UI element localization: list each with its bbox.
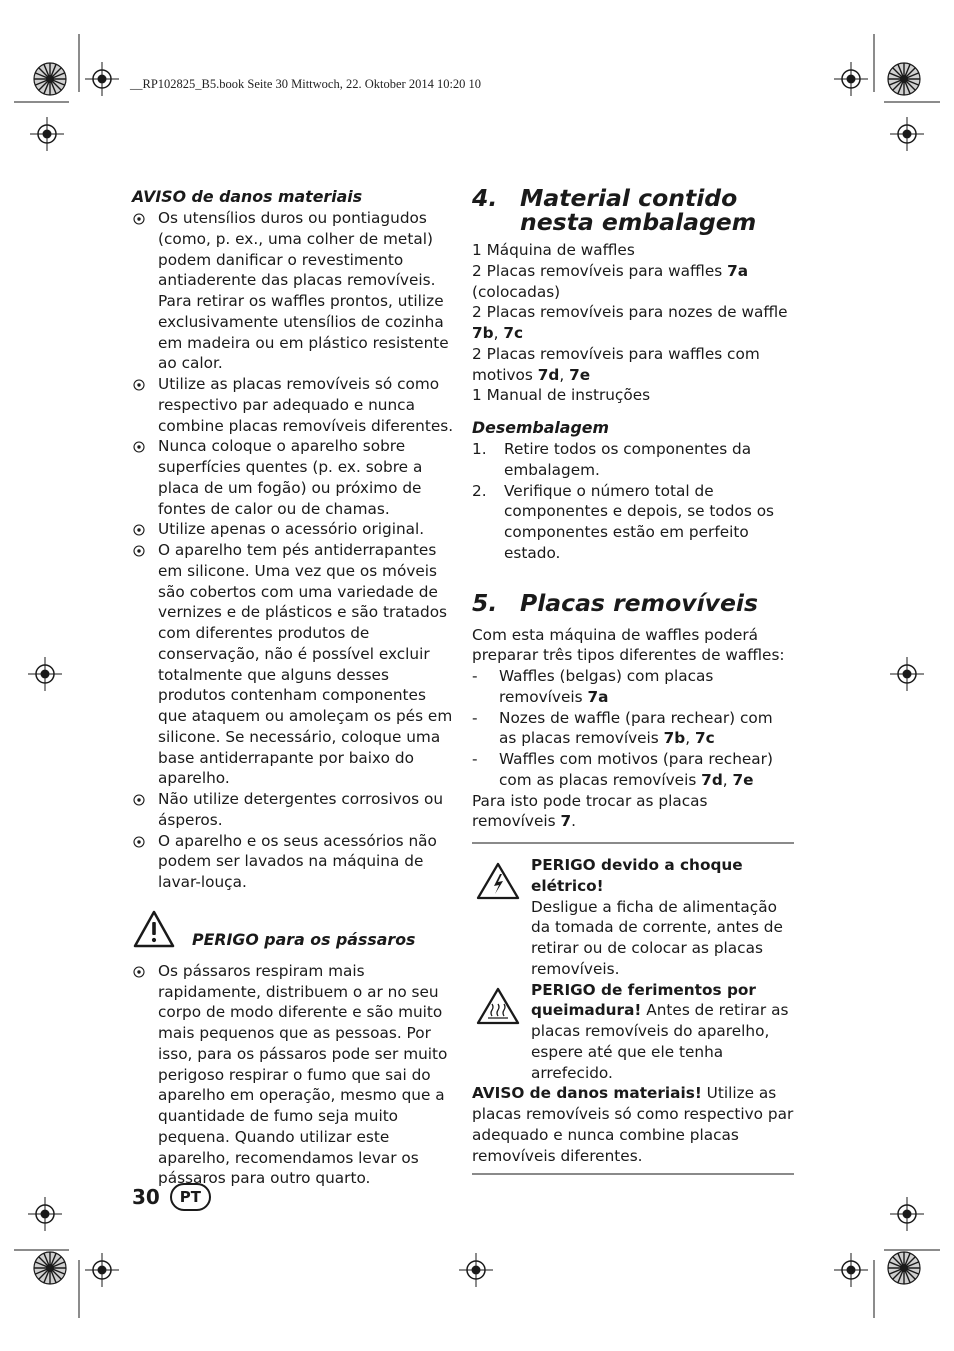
aviso-list: [132, 208, 454, 893]
part-reference: 7b: [472, 324, 494, 342]
bullet-icon: [132, 961, 158, 1189]
list-item-text: Os utensílios duros ou pontiagudos (como, p. ex., uma colher de metal) podem danificar o revestimento antiaderente das placas removíveis. Para retirar os waffles prontos, utilize exclusivamente utensílios de cozinha em madeira ou em plástico resistente ao calor.: [158, 209, 449, 373]
bullet-icon: [132, 831, 158, 893]
unpacking-steps: [472, 439, 794, 564]
list-item-text: Nunca coloque o aparelho sobre superfícies quentes (p. ex. sobre a placa de um fogão) ou próximo de fontes de calor ou de chamas.: [158, 437, 423, 518]
contents-item: [472, 240, 794, 261]
plate-type-text: [499, 666, 794, 708]
part-reference: 7e: [569, 365, 591, 384]
list-item-text: Não utilize detergentes corrosivos ou ásperos.: [158, 790, 444, 829]
list-item-text: Utilize as placas removíveis só como respectivo par adequado e nunca combine placas removíveis diferentes.: [158, 375, 454, 435]
left-column: [132, 186, 454, 1189]
perigo-heading-row: [132, 917, 454, 961]
part-reference: 7c: [503, 324, 524, 342]
section-5-intro: Com esta máquina de waffles poderá preparar três tipos diferentes de waffles:: [472, 625, 785, 665]
step-text: Retire todos os componentes da embalagem.: [504, 440, 752, 479]
part-reference: 7c: [694, 729, 715, 748]
list-item-text: O aparelho tem pés antiderrapantes em silicone. Uma vez que os móveis são cobertos com uma variedade de vernizes e de plásticos e são tratados com diferentes produtos de conservação, não é possível excluir totalmente que alguns desses produtos contenham componentes que ataquem ou amoleçam os pés em silicone. Se necessário, coloque uma base antiderrapante por baixo do aparelho.: [158, 541, 453, 788]
perigo-list: [132, 961, 454, 1189]
bullet-icon: [132, 789, 158, 831]
warning-triangle-icon: [132, 909, 192, 953]
ref-separator: ,: [685, 729, 695, 748]
aviso-heading: AVISO de danos materiais: [132, 187, 363, 206]
outro-text: Para isto pode trocar as placas removíveis: [472, 791, 708, 831]
language-badge: PT: [170, 1183, 211, 1211]
shock-title: PERIGO devido a choque elétrico!: [531, 856, 743, 895]
list-item: [132, 831, 454, 893]
warning-box: [472, 842, 794, 1175]
ref-separator: ,: [493, 324, 504, 342]
burn-text: Antes de retirar as placas removíveis do aparelho, espere até que ele tenha arrefecido.: [531, 1001, 789, 1082]
plate-type-item: [472, 708, 794, 750]
list-item: [132, 208, 454, 374]
bullet-icon: [132, 208, 158, 374]
page-footer: [132, 1183, 211, 1211]
list-item: [132, 789, 454, 831]
contents-item-text: 2 Placas removíveis para nozes de waffle: [472, 303, 788, 322]
section-4-heading: [472, 186, 794, 234]
plate-type-label: Waffles (belgas) com placas removíveis: [499, 667, 714, 706]
contents-item-text: 2 Placas removíveis para waffles: [472, 261, 728, 280]
dash-marker: -: [472, 750, 478, 768]
part-reference: 7e: [732, 770, 754, 789]
section-5-outro: [472, 791, 794, 833]
contents-item: [472, 385, 794, 406]
contents-item: [472, 261, 794, 303]
shock-text: Desligue a ficha de alimentação da tomada de corrente, antes de retirar ou de colocar as placas removíveis.: [531, 897, 783, 978]
burn-title: PERIGO de ferimentos por queimadura!: [531, 980, 756, 1020]
electric-shock-icon: [472, 855, 531, 980]
part-reference: 7a: [587, 687, 609, 706]
plate-type-item: [472, 749, 794, 791]
contents-item-text: 1 Máquina de waffles: [472, 241, 635, 259]
ref-separator: ,: [722, 770, 733, 789]
section-4-number: 4.: [472, 184, 498, 212]
section-5-number: 5.: [472, 588, 498, 617]
perigo-heading: PERIGO para os pássaros: [192, 929, 416, 949]
bullet-icon: [132, 436, 158, 519]
bullet-icon: [132, 540, 158, 789]
shock-warning: [472, 855, 794, 980]
plate-type-label: Waffles com motivos (para rechear) com as placas removíveis: [499, 750, 773, 789]
contents-list: [472, 240, 794, 406]
plate-type-item: [472, 666, 794, 708]
bullet-icon: [132, 519, 158, 540]
contents-item-text: 2 Placas removíveis para waffles com motivos: [472, 344, 760, 384]
plate-types-list: [472, 666, 794, 791]
list-item-text: Os pássaros respiram mais rapidamente, distribuem o ar no seu corpo de modo diferente e são muito mais pequenos que as pessoas. Por isso, para os pássaros pode ser muito perigoso respirar o fumo que sai do aparelho em operação, mesmo que a quantidade de fumo seja muito pequena. Quando utilizar este aparelho, recomendamos levar os pássaros para outro quarto.: [158, 961, 448, 1188]
bullet-icon: [132, 374, 158, 436]
dash-marker: -: [472, 708, 478, 727]
print-header: __RP102825_B5.book Seite 30 Mittwoch, 22. Oktober 2014 10:20 10: [130, 77, 482, 91]
step-item: [472, 481, 794, 564]
aviso-box-title: AVISO de danos materiais!: [472, 1084, 702, 1103]
step-number: 1.: [472, 440, 487, 458]
part-reference: 7b: [663, 729, 686, 748]
page-number: 30: [132, 1185, 160, 1209]
list-item: [132, 540, 454, 789]
plate-type-label: Nozes de waffle (para rechear) com as placas removíveis: [499, 708, 773, 748]
section-5-title: Placas removíveis: [520, 588, 758, 617]
list-item: [132, 374, 454, 436]
hot-surface-icon: [472, 980, 531, 1084]
contents-item-suffix: (colocadas): [472, 282, 561, 301]
list-item: [132, 436, 454, 519]
part-reference: 7d: [537, 365, 560, 384]
outro-ref: 7: [560, 812, 572, 831]
aviso-box-note: [472, 1083, 794, 1166]
step-text: Verifique o número total de componentes e depois, se todos os componentes estão em perfeito estado.: [504, 481, 775, 562]
outro-end: .: [571, 812, 577, 831]
list-item-text: Utilize apenas o acessório original.: [158, 520, 425, 539]
contents-item: [472, 302, 794, 344]
aviso-box-text: Utilize as placas removíveis só como respectivo par adequado e nunca combine placas removíveis diferentes.: [472, 1084, 794, 1165]
plate-type-text: [499, 749, 794, 791]
list-item-text: O aparelho e os seus acessórios não podem ser lavados na máquina de lavar-louça.: [158, 831, 437, 891]
list-item: [132, 961, 454, 1189]
plate-type-text: [499, 708, 794, 750]
step-number: 2.: [472, 481, 487, 500]
section-5-heading: [472, 588, 794, 617]
contents-item: [472, 344, 794, 386]
burn-warning: [472, 980, 794, 1084]
part-reference: 7a: [727, 261, 749, 280]
ref-separator: ,: [559, 365, 570, 384]
step-item: [472, 439, 794, 481]
right-column: [472, 186, 794, 1175]
section-4-title: Material contido nesta embalagem: [520, 184, 757, 236]
part-reference: 7d: [701, 770, 723, 789]
list-item: [132, 519, 454, 540]
desembalagem-heading: Desembalagem: [472, 418, 609, 437]
contents-item-text: 1 Manual de instruções: [472, 386, 651, 405]
dash-marker: -: [472, 667, 478, 685]
